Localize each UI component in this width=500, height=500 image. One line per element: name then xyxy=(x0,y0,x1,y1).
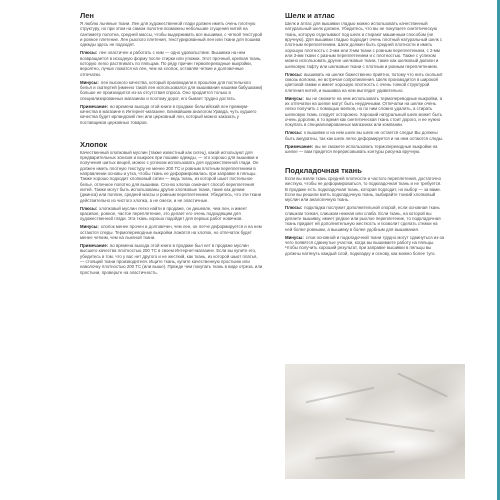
linen-intro: Я люблю льняные ткани. Лен для художественной глади должен иметь очень плотную структуру, но при этом на самом полотне возможны небольшие сгущения нитей на сантиметр полотна, средней массы, чтобы выдерживать все вышивки, с четкой текстурой и ровное плетение. Лен рыхлого плетения, текстурированный лен или ткани для пошива одежды здесь не подходят. xyxy=(80,21,263,48)
silk-intro: Шелк и атлас для вышивки гладью можно использовать качественный натуральный шелк должен. Убедитесь, что вы не покупаете синтетическую ткань, которую отделывают под шелк и стирают машинным способом (не вручную). Для вышивки гладью подходит очень плотный натуральный шелк с плотным переплетением. Шелк должен быть средней плотности и иметь хорошую плотность с 2-мм или 3-мм ткани с ровным переплетением, с 2-мм или 3-мм ткани с разным переплетением и с плотностью. Также с успехом можно использовать другие шелковые ткани, такие как шелковый дюпион и шелковую тафту или шелковые ткани с плотным и ровным переплетением. xyxy=(285,21,443,69)
left-column xyxy=(80,12,263,278)
backing-pros-text: подкладка послужит дополнительной опорой, если основная ткань слишком тонкая, слишком нежная или слаба. Если ткань, на которой вы делаете вышивку, имеет редкое или рыхлое переплетение, то подкладочная ткань придает ей дополнительную жесткость и позволит сделать стежки на ней более ровными, а вышивку в более удобным для вышивания. xyxy=(285,205,441,232)
section-heading-cotton: Хлопок xyxy=(80,139,108,149)
linen-pros xyxy=(80,50,263,77)
cotton-cons-label: Минусы: xyxy=(80,224,99,230)
cotton-pros-text: хлопковый муслин легко найти в продаже, он дешевле, чем лен, и имеет красивое, ровное, частое переплетение, это делает его очень подходящим для художественной глади. Эта ткань хорошо подойдет для первых работ новичков. xyxy=(80,205,248,222)
silk-cons-label: Минусы: xyxy=(285,95,304,101)
cotton-cons xyxy=(80,224,263,240)
backing-cons-label: Минусы: xyxy=(285,234,304,240)
right-column xyxy=(285,12,445,258)
cotton-pros xyxy=(80,206,263,222)
linen-note xyxy=(80,104,263,125)
backing-cons xyxy=(285,235,445,256)
silk-note-label: Примечание: xyxy=(285,143,314,149)
cotton-note xyxy=(80,243,263,275)
cotton-cons-text: хлопок менее прочен и долговечен, чем лен, он легче деформируется и на нем остаются следы. Термопереводные выкройки ложатся на хлопок, но отпечаток будет менее четким, чем на льняной ткани. xyxy=(80,224,262,240)
linen-cons-text: лен высокого качества, который производили в прошлом для постельного белья и скатертей (именно такой лен использовался для вышивания нашими бабушками) больше не производится из-за отсутствия спроса. Оно продаётся только в специализированных магазинах и поэтому дорог, его бывает трудно достать. xyxy=(80,79,263,101)
silk-pros-label: Плюсы: xyxy=(285,71,303,77)
fabric-fold xyxy=(306,387,375,404)
silk-pros-2 xyxy=(285,130,445,141)
backing-pros xyxy=(285,205,445,232)
linen-pros-text: лен эластичен и работать с ним — одно удовольствие. Вышивка на нем возвращается в исходную форму после стирки или утюжки. Этот прочный, крепкая ткань, которую легко растягивать по пяльцам. По ряду причин термопереводные выкройки, вероятно, лучше ложатся на лен, чем на хлопок, оставляя четкие и долговечные отпечатки. xyxy=(80,50,262,77)
silk-cons-text: вы не сможете на нем использовать термопереводные выкройки, а их отпечатки на шелке могут быть неудачными. Отпечатки на шелке очень легко получить с помощью мелков, но по ним сложно удалить, а стирать шелковую ткань следует осторожно. Хороший натуральный шелк может быть очень дорогим, в то время как синтетическая ткань стоит дорого, и ее нужно покупать в специализированных магазинах или компании. xyxy=(285,95,443,128)
cotton-note-label: Примечание: xyxy=(80,242,109,248)
linen-pros-label: Плюсы: xyxy=(80,50,98,56)
silk-note xyxy=(285,144,445,155)
cotton-intro: Качественный хлопковый муслин (также известный как ситец), какой используют для предварительных эскизов и выкроек при пошиве одежды, — это хорошо для вышивки и получения шитых вещей, можно с успехом использовать для художественной глади. Он должен иметь плотную текстуру не менее 200 ТС и ровным плотным переплетением в направлении основы и утка, чтобы ткань не деформировалась при заправке в пяльцы. Также хорошо подходит хлопковый сатин — ведь ткань, из которой шьют постельное белье, отличное полотно для вышивки. Сло-во хлопок означает способ переплетения нитей. Также могут быть использованы другие хлопковые ткани, такие как деним (джинса) или поплин, средней массы и ровным переплетением. Убедитесь, что эти ткани действительно из чистого хлопка, а не смеси, и не эластичные. xyxy=(80,149,262,203)
silk-pros-2-label: Плюсы: xyxy=(285,130,303,136)
section-heading-silk: Шелк и атлас xyxy=(285,11,335,20)
silk-cons xyxy=(285,96,445,128)
linen-note-label: Примечание: xyxy=(80,103,109,109)
cotton-pros-label: Плюсы: xyxy=(80,205,98,211)
silk-pros xyxy=(285,72,445,93)
fabric-fold xyxy=(397,372,448,397)
cotton-note-text: во времена выхода этой книги в продаже был нет в продаже муслин высшего качества плотностью 200 ТС в своем Интернет-магазине. Если вы купите его, убедитесь в том, что у вас нет другого и не жесткий, как ткань, из которой шьют платья, — стоящий ткани производителя. Ищите ткань, купите качественную простыню или наволочку плотностью 200 ТС (или выше). Прежде чем покупать ткань в виде отреза, или простыни, проверьте на эластичность. xyxy=(80,242,263,275)
silk-note-text: вы не сможете использовать термопереводные выкройки на шелке — вам придется перерисовывать контуры рисунка вручную. xyxy=(285,143,438,154)
section-heading-backing: Подкладочная ткань xyxy=(285,165,362,175)
silk-pros-text: вышивать на шелке божественно приятно, потому что нить скользит сквозь волокна, не встречая сопротивления. Шелк производится в широкой цветовой гамме и имеет хорошую плотность с очень тонкой структурой плетения нитей, и вышивка на нем выглядит удивительно. xyxy=(285,71,443,93)
backing-cons-text: слои основной и подкладочной ткани трудно могут сдвинуться из-за чего появятся сдвинутые участки, когда вы вышиваете работу на пяльцы. Чтобы получить хороший результат, при заправке вышивки в пяльцы вы должны натянуть каждый слой, подкладку и основу, как можно более туго. xyxy=(285,234,445,256)
section-heading-linen: Лен xyxy=(80,11,94,20)
backing-intro: Если вы взяли ткань средней плотности и частого переплетения, достаточно жесткую, чтобы не деформироваться, то подкладочная ткань и не требуется. В продаже есть подкладочная ткань, которая подходит, но выбор — за вами. Если вы решили взять подкладочную ткань, выбирайте тонкий хлопковый муслин или аналогичную ткань. xyxy=(285,175,442,203)
section-spacer xyxy=(80,128,263,141)
fabric-fold xyxy=(345,418,434,433)
linen-cons xyxy=(80,80,263,101)
silk-pros-2-text: к вышивке и на нем шелк вы шелк не остается следы! Вы должны быть аккуратны, так как шелк легко деформируется и на нем остаются следы. xyxy=(285,130,444,141)
fabric-photo xyxy=(285,364,465,479)
linen-cons-label: Минусы: xyxy=(80,79,99,85)
backing-pros-label: Плюсы: xyxy=(285,205,303,211)
fabric-fold xyxy=(315,451,395,460)
linen-note-text: во времена выхода этой книги в продаже бельгийский лен премиум-качества в магазине в Интернет-магазине. Ближайшим аналогом Уравда, чуть худшего качества будет ирландский лен или церковный лен, который можно заказать у поставщиков церковных товаров. xyxy=(80,103,257,125)
